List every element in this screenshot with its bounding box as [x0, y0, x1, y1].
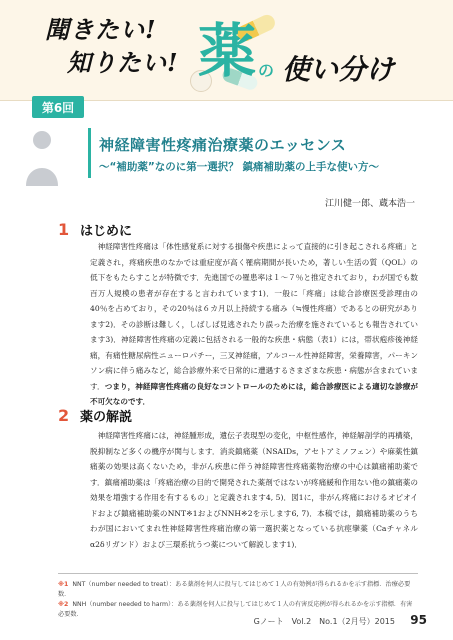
article-title: 神経障害性疼痛治療薬のエッセンス: [99, 136, 347, 154]
issue-badge: 第6回: [32, 96, 84, 118]
section-number: 2: [58, 406, 70, 425]
section-title: 薬の解説: [80, 410, 133, 425]
section-heading-intro: [58, 220, 132, 239]
footnote-text: NNT（number needed to treat）：ある薬剤を何人に投与してはじめて１人の有効例が得られるかを示す指標．治療必要数．: [58, 581, 411, 598]
section-number: 1: [58, 220, 70, 239]
footnote-mark: ※1: [58, 581, 69, 588]
paragraph: 神経障害性疼痛には，神経腫形成，遺伝子表現型の変化，中枢性感作，神経解剖学的再構築，脱抑制など多くの機序が関与します．消炎鎮痛薬（NSAIDs，アセトアミノフェン）や麻薬性鎮痛薬の効果は高くないため，非がん疾患に伴う神経障害性疼痛薬物治療の中心は鎮痛補助薬です．鎮痛補助薬は「疼痛治療の目的で開発された薬剤ではないが疼痛緩和作用ない他の鎮痛薬の効果を増強する作用を有するもの」と定義されます4, 5)．図1に，非がん疼痛におけるオピオイドおよび鎮痛補助薬のNNT※1およびNNH※2を示します6, 7)．本稿では，鎮痛補助薬のうちわが国においてまれ性神経障害性疼痛治療の第一選択薬となっている抗痙攣薬（Caチャネルα2δリガンド）および三環系抗うつ薬について解説します1)．: [90, 431, 418, 549]
footnote: [58, 580, 418, 600]
page-number: 95: [410, 613, 427, 627]
series-title-line1: 聞きたい!: [45, 15, 157, 44]
series-kanji: 薬: [198, 17, 257, 85]
section-heading-drugs: [58, 406, 132, 425]
doctor-icon: [22, 126, 62, 188]
series-title: [45, 10, 179, 78]
journal-citation: Gノート Vol.2 No.1（2月号）2015: [253, 617, 395, 626]
paragraph-text: 神経障害性疼痛は「体性感覚系に対する損傷や疾患によって直接的に引き起こされる疼痛」と定義され，疼痛疾患のなかでは重症度が高く罹病期間が長いため，著しい生活の質（QOL）の低下をもたらすことが特徴です．先進国での罹患率は１～７％と推定されており，わが国でも数百万人規模の患者が存在すると言われています1)．一般に「疼痛」は総合診療医受診理由の40％を占めており，その20％は６カ月以上持続する痛み（≒慢性疼痛）であるとの研究があります2)．その診断は難しく，しばしば見逃されたり誤った治療を施されているとも報告されています3)．神経障害性疼痛の定義に包括される一般的な疾患・病態（表1）には，帯状疱疹後神経痛，有痛性糖尿病性ニューロパチー，三叉神経痛，アルコール性神経障害，栄養障害，パーキンソン病に伴う痛みなど，総合診療外来で日常的に遭遇するさまざまな疾患・病態が含まれています．: [90, 242, 418, 391]
paragraph: [90, 239, 418, 410]
series-title-line2: 知りたい!: [67, 48, 179, 77]
page-footer: [0, 608, 453, 640]
series-tail: 使い分け: [282, 53, 395, 86]
section-body-intro: [90, 239, 418, 410]
article-authors: 江川健一郎、蔵本浩一: [324, 199, 415, 209]
section-body-drugs: [90, 428, 418, 552]
footnote-text: NNH（number needed to harm）：ある薬剤を何人に投与してはじめて１人の有害反応例が得られるかを示す指標．有害必要数．: [58, 601, 413, 618]
section-title: はじめに: [80, 224, 133, 239]
emphasis-text: つまり，神経障害性疼痛の良好なコントロールのためには，総合診療医による適切な診療が不可欠なのです．: [90, 381, 418, 406]
footnote-mark: ※2: [58, 601, 69, 608]
article-subtitle: ～“補助薬”なのに第一選択？ 鎮痛補助薬の上手な使い方～: [99, 161, 379, 173]
article-title-block: [88, 128, 439, 178]
series-connector: の: [258, 61, 275, 80]
series-header: [0, 0, 453, 101]
